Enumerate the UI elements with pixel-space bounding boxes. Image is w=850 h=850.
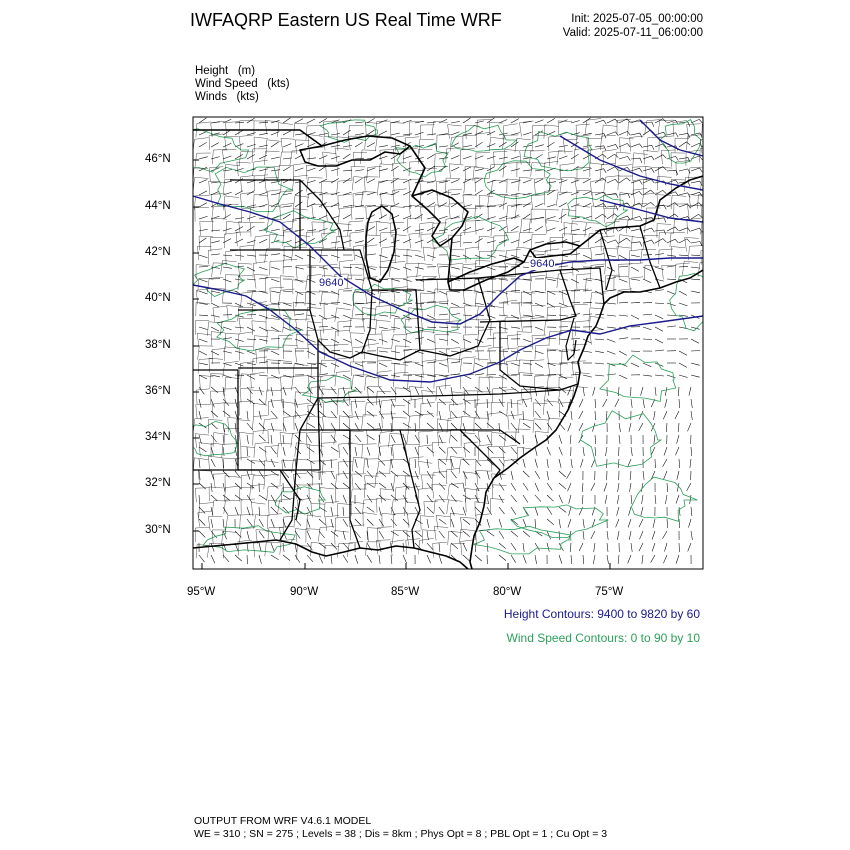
lon-label-85w: 85°W [391, 586, 420, 598]
lat-label-30n: 30°N [145, 524, 171, 536]
variable-label-winds: Winds (kts) [195, 91, 259, 103]
lat-label-36n: 36°N [145, 385, 171, 397]
variable-label-height: Height (m) [195, 65, 256, 77]
lat-label-32n: 32°N [145, 477, 171, 489]
variable-label-wind-speed: Wind Speed (kts) [195, 78, 290, 90]
lat-label-34n: 34°N [145, 431, 171, 443]
lon-label-95w: 95°W [187, 586, 216, 598]
model-info-line1: OUTPUT FROM WRF V4.6.1 MODEL [194, 815, 372, 827]
lon-label-80w: 80°W [493, 586, 522, 598]
height-contour-label: 9640 [319, 277, 344, 289]
height-contour-label: 9640 [530, 258, 555, 270]
init-time: Init: 2025-07-05_00:00:00 [571, 13, 703, 25]
lat-label-46n: 46°N [145, 153, 171, 165]
lon-label-90w: 90°W [290, 586, 319, 598]
lat-label-38n: 38°N [145, 339, 171, 351]
lat-label-44n: 44°N [145, 200, 171, 212]
lon-label-75w: 75°W [595, 586, 624, 598]
lat-label-40n: 40°N [145, 292, 171, 304]
height-contour-legend: Height Contours: 9400 to 9820 by 60 [503, 607, 700, 621]
valid-time: Valid: 2025-07-11_06:00:00 [562, 27, 703, 39]
model-info-line2: WE = 310 ; SN = 275 ; Levels = 38 ; Dis = 8km ; Phys Opt = 8 ; PBL Opt = 1 ; Cu Opt = 3 [194, 828, 608, 840]
wind-speed-contour-legend: Wind Speed Contours: 0 to 90 by 10 [506, 631, 700, 645]
map-title: IWFAQRP Eastern US Real Time WRF [190, 10, 502, 30]
lat-label-42n: 42°N [145, 246, 171, 258]
